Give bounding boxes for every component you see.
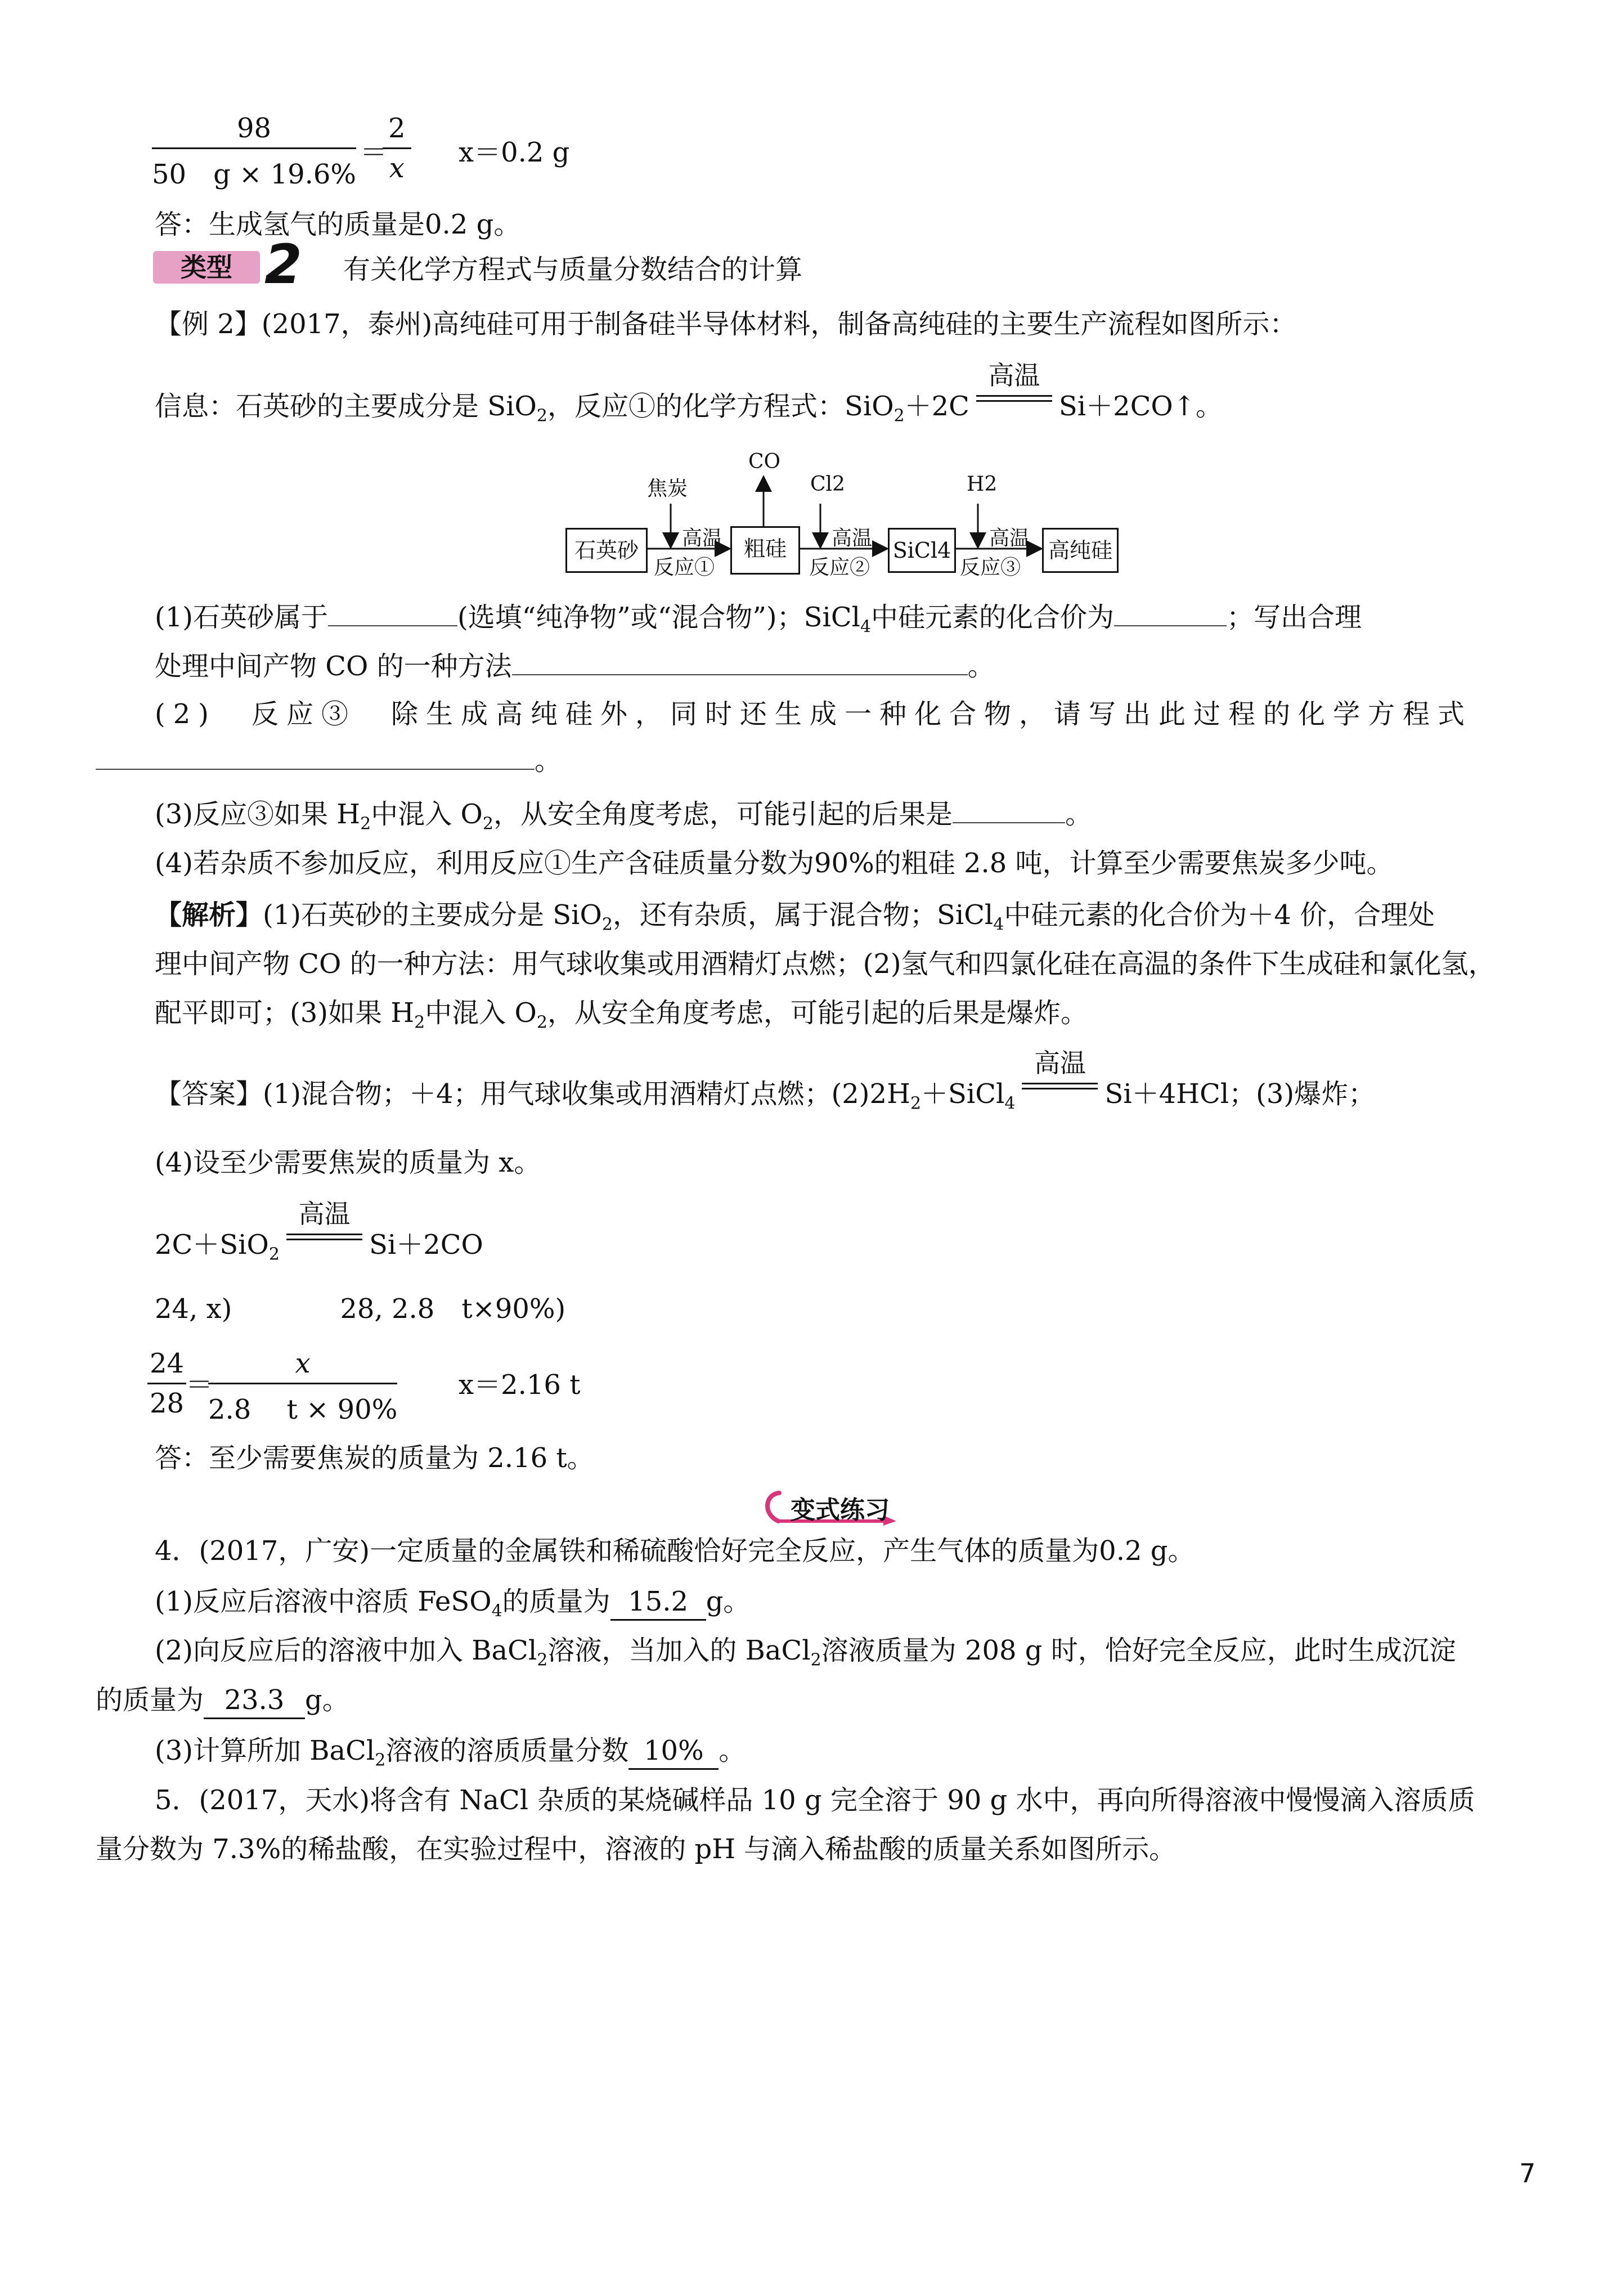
subscript: 4 <box>491 1601 502 1621</box>
flow-label-cl2: Cl2 <box>810 473 845 496</box>
fraction-denominator: 2.8 t × 90% <box>208 1394 398 1425</box>
ratio-line: 24, x) 28, 2.8 t×90%) <box>155 1293 566 1325</box>
flow-box-sicl4: SiCl4 <box>888 528 956 573</box>
subscript: 4 <box>1004 1093 1016 1114</box>
final-answer: 答：至少需要焦炭的质量为 2.16 t。 <box>155 1442 594 1474</box>
analysis-text-c: 中硅元素的化合价为＋4 价，合理处 <box>1004 899 1435 931</box>
analysis-line-2: 理中间产物 CO 的一种方法：用气球收集或用酒精灯点燃；(2)氢气和四氯化硅在高温的条件下生成硅和氯化氢， <box>155 948 1496 980</box>
analysis-text-3c: ，从安全角度考虑，可能引起的后果是爆炸。 <box>547 997 1088 1029</box>
q4-p1-text-a: (1)反应后溶液中溶质 FeSO <box>155 1586 492 1617</box>
flow-box-pure-silicon: 高纯硅 <box>1042 528 1119 573</box>
subscript: 2 <box>268 1244 280 1264</box>
flow-box-quartz: 石英砂 <box>565 528 648 573</box>
answer-blank <box>953 796 1065 823</box>
q4-p1-text-c: g。 <box>706 1586 751 1617</box>
info-text-a: 信息：石英砂的主要成分是 SiO <box>155 391 537 422</box>
q3-text-a: (3)反应③如果 H <box>155 799 361 830</box>
equation-line <box>155 1199 483 1272</box>
flow-box-crude-silicon: 粗硅 <box>730 526 800 575</box>
q1-text-b: (选填“纯净物”或“混合物”)；SiCl <box>457 602 860 633</box>
equation-text-a: 2C＋SiO <box>155 1229 269 1261</box>
equals-sign: ＝ <box>360 137 388 168</box>
fraction-numerator: 98 <box>152 113 356 149</box>
filled-answer: 15.2 <box>610 1584 706 1621</box>
flow-reaction-2: 反应② <box>809 556 870 579</box>
subscript: 2 <box>536 1012 547 1033</box>
q4-part-1 <box>155 1584 750 1629</box>
subscript: 2 <box>910 1093 922 1114</box>
analysis-text-3a: 配平即可；(3)如果 H <box>155 997 415 1029</box>
flow-condition-1: 高温 <box>682 527 723 550</box>
equals-sign: ＝ <box>186 1369 213 1401</box>
q3-text-c: ，从安全角度考虑，可能引起的后果是 <box>493 799 953 830</box>
q4-part-3 <box>155 1733 746 1778</box>
subscript: 2 <box>893 406 905 426</box>
fraction-denominator: x <box>389 153 405 184</box>
page-number: 7 <box>1519 2158 1536 2189</box>
q4-p2-text-c: 溶液质量为 208 g 时，恰好完全反应，此时生成沉淀 <box>821 1635 1456 1666</box>
analysis-text-a-visible: (1)石英砂的主要成分是 SiO <box>263 899 602 931</box>
flow-condition-2: 高温 <box>832 527 873 550</box>
example-intro: 【例 2】(2017，泰州)高纯硅可用于制备硅半导体材料，制备高纯硅的主要生产流程如图所示： <box>155 308 1297 340</box>
q1-text-c: 中硅元素的化合价为 <box>871 602 1115 633</box>
info-text-c: ＋2C <box>904 391 969 422</box>
subscript: 2 <box>536 406 547 426</box>
q4-part-2 <box>155 1633 1456 1678</box>
fraction-denominator: 50 g × 19.6% <box>152 159 357 190</box>
q1-text-f: 。 <box>967 651 995 682</box>
question-2-cont <box>96 743 562 778</box>
flow-reaction-1: 反应① <box>654 556 715 579</box>
q4-p3-text-c: 。 <box>719 1735 746 1766</box>
practice-header <box>762 1488 909 1526</box>
result-text: x＝2.16 t <box>459 1369 581 1401</box>
answer-text-c: Si＋4HCl；(3)爆炸； <box>1104 1078 1376 1110</box>
question-2: (2) 反应③ 除生成高纯硅外，同时还生成一种化合物，请写出此过程的化学方程式 <box>155 698 1472 730</box>
type-tag-label: 类型 <box>181 252 232 282</box>
type-number: 2 <box>264 233 302 296</box>
flow-arrows <box>0 0 1621 619</box>
filled-answer: 23.3 <box>204 1683 305 1719</box>
answer-text-a: 【答案】(1)混合物；＋4；用气球收集或用酒精灯点燃；(2)2H <box>155 1078 910 1110</box>
subscript: 2 <box>601 914 613 935</box>
q4-part-2-cont <box>96 1683 349 1719</box>
answer-text-b: ＋SiCl <box>921 1078 1005 1110</box>
practice-title: 变式练习 <box>791 1496 890 1524</box>
answer-line-2: (4)设至少需要焦炭的质量为 x。 <box>155 1147 541 1178</box>
q4-p2-text-b: 溶液，当加入的 BaCl <box>547 1635 811 1666</box>
answer-blank <box>512 648 968 675</box>
q4-p3-text-b: 溶液的溶质质量分数 <box>385 1735 629 1766</box>
q4-line: 4．(2017，广安)一定质量的金属铁和稀硫酸恰好完全反应，产生气体的质量为0.2 g。 <box>155 1535 1195 1567</box>
question-4: (4)若杂质不参加反应，利用反应①生产含硅质量分数为90%的粗硅 2.8 吨，计算至少需要焦炭多少吨。 <box>155 847 1394 879</box>
analysis-text-b: ，还有杂质，属于混合物；SiCl <box>612 899 994 931</box>
flow-label-coke: 焦炭 <box>647 477 688 500</box>
subscript: 2 <box>482 814 493 834</box>
q4-p1-text-b: 的质量为 <box>502 1586 610 1617</box>
reaction-condition <box>286 1199 362 1254</box>
answer-blank <box>96 743 535 770</box>
subscript: 4 <box>993 914 1004 935</box>
flow-label-h2: H2 <box>967 473 998 496</box>
analysis-line-1 <box>155 898 1435 943</box>
q4-p2-text-e: g。 <box>305 1684 349 1716</box>
answer-blank <box>1114 599 1227 626</box>
flow-reaction-3: 反应③ <box>960 556 1021 579</box>
answer-line: 答：生成氢气的质量是0.2 g。 <box>155 209 521 240</box>
fraction-numerator: 24 <box>147 1348 186 1384</box>
q4-p2-text-a: (2)向反应后的溶液中加入 BaCl <box>155 1635 537 1666</box>
q5-line-1: 5．(2017，天水)将含有 NaCl 杂质的某烧碱样品 10 g 完全溶于 90 g 水中，再向所得溶液中慢慢滴入溶质质 <box>155 1784 1475 1816</box>
info-text-b: ，反应①的化学方程式：SiO <box>547 391 894 422</box>
question-1-cont <box>155 648 995 684</box>
subscript: 2 <box>375 1750 386 1770</box>
subscript: 2 <box>810 1650 821 1670</box>
subscript: 2 <box>537 1650 548 1670</box>
q1-text-a: (1)石英砂属于 <box>155 602 328 633</box>
q5-line-2: 量分数为 7.3%的稀盐酸，在实验过程中，溶液的 pH 与滴入稀盐酸的质量关系如图所示。 <box>96 1833 1177 1865</box>
analysis-label: 【解析】 <box>155 899 263 931</box>
fraction-right-2 <box>208 1348 397 1427</box>
condition-label: 高温 <box>298 1199 351 1229</box>
analysis-text-3b: 中混入 O <box>425 997 537 1029</box>
subscript: 4 <box>860 617 872 637</box>
fraction-denominator: 28 <box>150 1388 185 1419</box>
fraction-numerator: x <box>208 1348 397 1384</box>
question-3 <box>155 796 1092 842</box>
flow-label-co: CO <box>748 450 781 473</box>
result-text: x＝0.2 g <box>459 137 570 168</box>
section-title: 有关化学方程式与质量分数结合的计算 <box>343 254 803 285</box>
q3-text-b: 中混入 O <box>371 799 483 830</box>
fraction-left-2 <box>147 1348 186 1419</box>
flow-condition-3: 高温 <box>989 527 1030 550</box>
subscript: 2 <box>360 814 371 834</box>
subscript: 2 <box>414 1012 425 1033</box>
q3-text-d: 。 <box>1065 799 1092 830</box>
answer-line-1 <box>155 1048 1376 1122</box>
filled-answer: 10% <box>628 1733 719 1770</box>
q2-text-b: 。 <box>535 745 562 777</box>
q4-p3-text-a: (3)计算所加 BaCl <box>155 1735 375 1766</box>
q1-text-e: 处理中间产物 CO 的一种方法 <box>155 651 512 682</box>
condition-label: 高温 <box>988 360 1040 391</box>
answer-blank <box>328 599 457 626</box>
condition-label: 高温 <box>1034 1048 1086 1078</box>
question-1 <box>155 599 1362 645</box>
equation-text-b: Si＋2CO <box>369 1229 483 1261</box>
analysis-line-3 <box>155 995 1088 1041</box>
reaction-condition <box>1022 1048 1098 1103</box>
q1-text-d: ；写出合理 <box>1227 602 1362 633</box>
fraction-numerator: 2 <box>383 113 411 149</box>
q4-p2-text-d: 的质量为 <box>96 1684 204 1716</box>
info-text-d: Si＋2CO↑。 <box>1058 391 1223 422</box>
